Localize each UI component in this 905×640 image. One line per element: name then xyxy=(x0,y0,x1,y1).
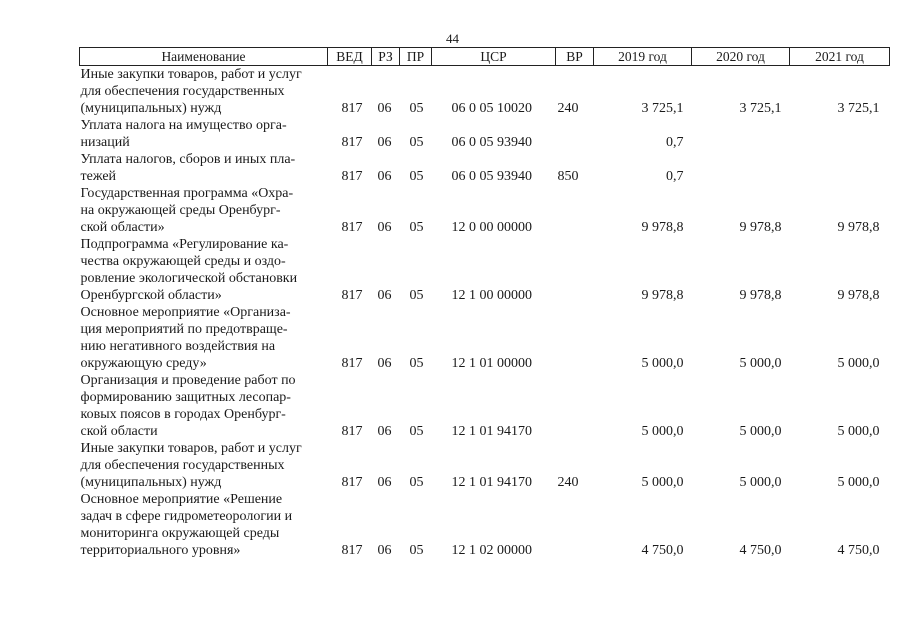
csr-cell: 12 1 00 00000 xyxy=(451,288,532,303)
row-name-line: Уплата налога на имущество орга- xyxy=(80,118,287,133)
header-pr: ПР xyxy=(400,48,432,66)
row-name-line: ровление экологической обстановки xyxy=(80,271,298,286)
amount-2021-cell: 5 000,0 xyxy=(837,424,880,439)
amount-2019-cell: 0,7 xyxy=(666,135,684,150)
row-name-line: Подпрограмма «Регулирование ка- xyxy=(80,237,289,252)
amount-2019-cell: 9 978,8 xyxy=(641,220,684,235)
csr-cell: 12 1 01 94170 xyxy=(451,424,532,439)
header-rz: РЗ xyxy=(372,48,400,66)
row-name-line: нию негативного воздействия на xyxy=(80,339,276,354)
table-row xyxy=(80,491,890,559)
pr-cell: 05 xyxy=(409,135,424,150)
row-name-line: тежей xyxy=(80,169,117,184)
amount-2020-cell: 9 978,8 xyxy=(739,220,782,235)
amount-2021-cell: 3 725,1 xyxy=(837,101,880,116)
amount-2021-cell: 4 750,0 xyxy=(837,543,880,558)
row-name-cell xyxy=(80,372,328,440)
row-name-line: Основное мероприятие «Организа- xyxy=(80,305,291,320)
row-name-line: ция мероприятий по предотвраще- xyxy=(80,322,288,337)
amount-2021-cell: 5 000,0 xyxy=(837,356,880,371)
row-name-line: (муниципальных) нужд xyxy=(80,101,222,116)
amount-2019-cell: 5 000,0 xyxy=(641,424,684,439)
header-2021: 2021 год xyxy=(790,48,890,66)
amount-2019-cell: 5 000,0 xyxy=(641,475,684,490)
amount-2019-cell: 5 000,0 xyxy=(641,356,684,371)
table-row xyxy=(80,66,890,118)
row-name-line: на окружающей среды Оренбург- xyxy=(80,203,281,218)
row-name-line: (муниципальных) нужд xyxy=(80,475,222,490)
amount-2021-cell xyxy=(790,117,890,151)
row-name-line: Иные закупки товаров, работ и услуг xyxy=(80,441,302,456)
header-ved: ВЕД xyxy=(328,48,372,66)
row-name-line: Оренбургской области» xyxy=(80,288,222,303)
csr-cell: 06 0 05 93940 xyxy=(451,135,532,150)
row-name-cell xyxy=(80,440,328,491)
amount-2020-cell: 9 978,8 xyxy=(739,288,782,303)
row-name-cell xyxy=(80,117,328,151)
row-name-line: территориального уровня» xyxy=(80,543,241,558)
header-name: Наименование xyxy=(80,48,328,66)
table-row xyxy=(80,117,890,151)
csr-cell: 12 1 01 94170 xyxy=(451,475,532,490)
pr-cell: 05 xyxy=(409,220,424,235)
row-name-line: задач в сфере гидрометеорологии и xyxy=(80,509,293,524)
rz-cell: 06 xyxy=(377,135,392,150)
ved-cell: 817 xyxy=(341,288,363,303)
rz-cell: 06 xyxy=(377,169,392,184)
amount-2020-cell: 5 000,0 xyxy=(739,424,782,439)
row-name-line: Организация и проведение работ по xyxy=(80,373,296,388)
table-row xyxy=(80,304,890,372)
ved-cell: 817 xyxy=(341,543,363,558)
ved-cell: 817 xyxy=(341,135,363,150)
pr-cell: 05 xyxy=(409,543,424,558)
row-name-cell xyxy=(80,151,328,185)
header-2019: 2019 год xyxy=(594,48,692,66)
row-name-line: Основное мероприятие «Решение xyxy=(80,492,283,507)
pr-cell: 05 xyxy=(409,288,424,303)
row-name-cell xyxy=(80,304,328,372)
csr-cell: 12 0 00 00000 xyxy=(451,220,532,235)
header-csr: ЦСР xyxy=(432,48,556,66)
pr-cell: 05 xyxy=(409,101,424,116)
row-name-line: формированию защитных лесопар- xyxy=(80,390,291,405)
row-name-line: Государственная программа «Охра- xyxy=(80,186,294,201)
vr-cell xyxy=(556,372,594,440)
csr-cell: 06 0 05 10020 xyxy=(451,101,532,116)
rz-cell: 06 xyxy=(377,220,392,235)
amount-2020-cell: 5 000,0 xyxy=(739,356,782,371)
ved-cell: 817 xyxy=(341,101,363,116)
table-row xyxy=(80,151,890,185)
row-name-line: Уплата налогов, сборов и иных пла- xyxy=(80,152,296,167)
header-vr: ВР xyxy=(556,48,594,66)
rz-cell: 06 xyxy=(377,424,392,439)
amount-2021-cell xyxy=(790,151,890,185)
row-name-line: для обеспечения государственных xyxy=(80,458,285,473)
vr-cell xyxy=(556,304,594,372)
amount-2019-cell: 9 978,8 xyxy=(641,288,684,303)
table-header xyxy=(80,48,890,66)
vr-cell xyxy=(556,491,594,559)
table-row xyxy=(80,440,890,491)
csr-cell: 06 0 05 93940 xyxy=(451,169,532,184)
row-name-line: ковых поясов в городах Оренбург- xyxy=(80,407,286,422)
header-2020: 2020 год xyxy=(692,48,790,66)
vr-cell xyxy=(556,236,594,304)
row-name-line: ской области» xyxy=(80,220,165,235)
row-name-line: окружающую среду» xyxy=(80,356,207,371)
amount-2020-cell: 5 000,0 xyxy=(739,475,782,490)
table-row xyxy=(80,185,890,236)
amount-2021-cell: 9 978,8 xyxy=(837,220,880,235)
row-name-line: для обеспечения государственных xyxy=(80,84,285,99)
ved-cell: 817 xyxy=(341,475,363,490)
vr-cell xyxy=(556,117,594,151)
rz-cell: 06 xyxy=(377,475,392,490)
row-name-line: чества окружающей среды и оздо- xyxy=(80,254,286,269)
table-body xyxy=(80,66,890,560)
amount-2020-cell: 3 725,1 xyxy=(739,101,782,116)
table-row xyxy=(80,372,890,440)
row-name-cell xyxy=(80,236,328,304)
amount-2019-cell: 0,7 xyxy=(666,169,684,184)
rz-cell: 06 xyxy=(377,101,392,116)
csr-cell: 12 1 01 00000 xyxy=(451,356,532,371)
ved-cell: 817 xyxy=(341,169,363,184)
pr-cell: 05 xyxy=(409,169,424,184)
row-name-cell xyxy=(80,491,328,559)
pr-cell: 05 xyxy=(409,424,424,439)
amount-2020-cell xyxy=(692,151,790,185)
amount-2019-cell: 4 750,0 xyxy=(641,543,684,558)
rz-cell: 06 xyxy=(377,356,392,371)
row-name-line: мониторинга окружающей среды xyxy=(80,526,280,541)
amount-2021-cell: 9 978,8 xyxy=(837,288,880,303)
budget-table xyxy=(79,47,890,559)
page-number: 44 xyxy=(446,31,459,46)
row-name-line: Иные закупки товаров, работ и услуг xyxy=(80,67,302,82)
table-row xyxy=(80,236,890,304)
vr-cell: 850 xyxy=(557,169,579,184)
amount-2020-cell xyxy=(692,117,790,151)
pr-cell: 05 xyxy=(409,356,424,371)
pr-cell: 05 xyxy=(409,475,424,490)
rz-cell: 06 xyxy=(377,543,392,558)
amount-2019-cell: 3 725,1 xyxy=(641,101,684,116)
amount-2020-cell: 4 750,0 xyxy=(739,543,782,558)
amount-2021-cell: 5 000,0 xyxy=(837,475,880,490)
row-name-line: ской области xyxy=(80,424,158,439)
row-name-line: низаций xyxy=(80,135,130,150)
csr-cell: 12 1 02 00000 xyxy=(451,543,532,558)
vr-cell xyxy=(556,185,594,236)
vr-cell: 240 xyxy=(557,475,579,490)
vr-cell: 240 xyxy=(557,101,579,116)
rz-cell: 06 xyxy=(377,288,392,303)
row-name-cell xyxy=(80,185,328,236)
ved-cell: 817 xyxy=(341,424,363,439)
ved-cell: 817 xyxy=(341,356,363,371)
ved-cell: 817 xyxy=(341,220,363,235)
row-name-cell xyxy=(80,66,328,118)
